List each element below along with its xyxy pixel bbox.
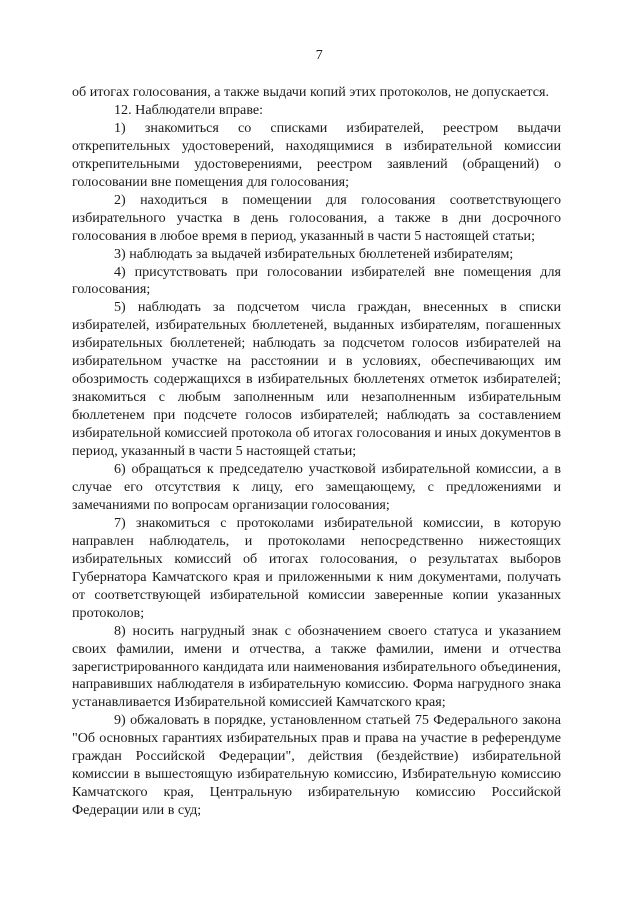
paragraph-item-9: 9) обжаловать в порядке, установленном статьей 75 Федерального закона "Об основных гарантиях избирательных прав и права на участие в референдуме граждан Российской Федерации", действия (бездействие) избирательной комиссии в вышестоящую избирательную комиссию, Избирательную комиссию Камчатского края, Центральную избирательную комиссию Российской Федерации или в суд; [72,712,561,819]
page-number: 7 [315,48,324,63]
paragraph-item-3: 3) наблюдать за выдачей избирательных бюллетеней избирателям; [114,245,514,262]
paragraph-item-1: 1) знакомиться со списками избирателей, реестром выдачи открепительных удостоверений, находящимися в избирательной комиссии открепительными удостоверениями, реестром заявлений (обращений) о голосовании вне помещения для голосования; [72,119,561,190]
document-body [72,84,561,820]
paragraph-continuation: об итогах голосования, а также выдачи копий этих протоколов, не допускается. [72,84,549,100]
paragraph-item-4: 4) присутствовать при голосовании избирателей вне помещения для голосования; [72,263,561,298]
paragraph-item-2: 2) находиться в помещении для голосования соответствующего избирательного участка в день голосования, а также в дни досрочного голосования в любое время в период, указанный в части 5 настоящей статьи; [72,191,561,244]
paragraph-item-5: 5) наблюдать за подсчетом числа граждан, внесенных в списки избирателей, избирательных бюллетеней, выданных избирателям, погашенных избирательных бюллетеней; наблюдать за подсчетом голосов избирателей на избирательном участке на расстоянии и в условиях, обеспечивающих им обозримость содержащихся в избирательных бюллетенях отметок избирателей; знакомиться с любым заполненным или незаполненным избирательным бюллетенем при подсчете голосов избирателей; наблюдать за составлением избирательной комиссией протокола об итогах голосования и иных документов в период, указанный в части 5 настоящей статьи; [72,299,561,460]
paragraph-item-8: 8) носить нагрудный знак с обозначением своего статуса и указанием своих фамилии, имени и отчества, а также фамилии, имени и отчества зарегистрированного кандидата или наименования избирательного объединения, направивших наблюдателя в избирательную комиссию. Форма нагрудного знака устанавливается Избирательной комиссией Камчатского края; [72,622,561,711]
paragraph-section-12-heading: 12. Наблюдатели вправе: [114,101,264,118]
paragraph-item-7: 7) знакомиться с протоколами избирательной комиссии, в которую направлен наблюдатель, и протоколами непосредственно нижестоящих избирательных комиссий об итогах голосования, о результатах выборов Губернатора Камчатского края и приложенными к ним документами, получать от соответствующей избирательной комиссии заверенные копии указанных протоколов; [72,514,561,621]
paragraph-item-6: 6) обращаться к председателю участковой избирательной комиссии, а в случае его отсутствия к лицу, его замещающему, с предложениями и замечаниями по вопросам организации голосования; [72,461,561,513]
